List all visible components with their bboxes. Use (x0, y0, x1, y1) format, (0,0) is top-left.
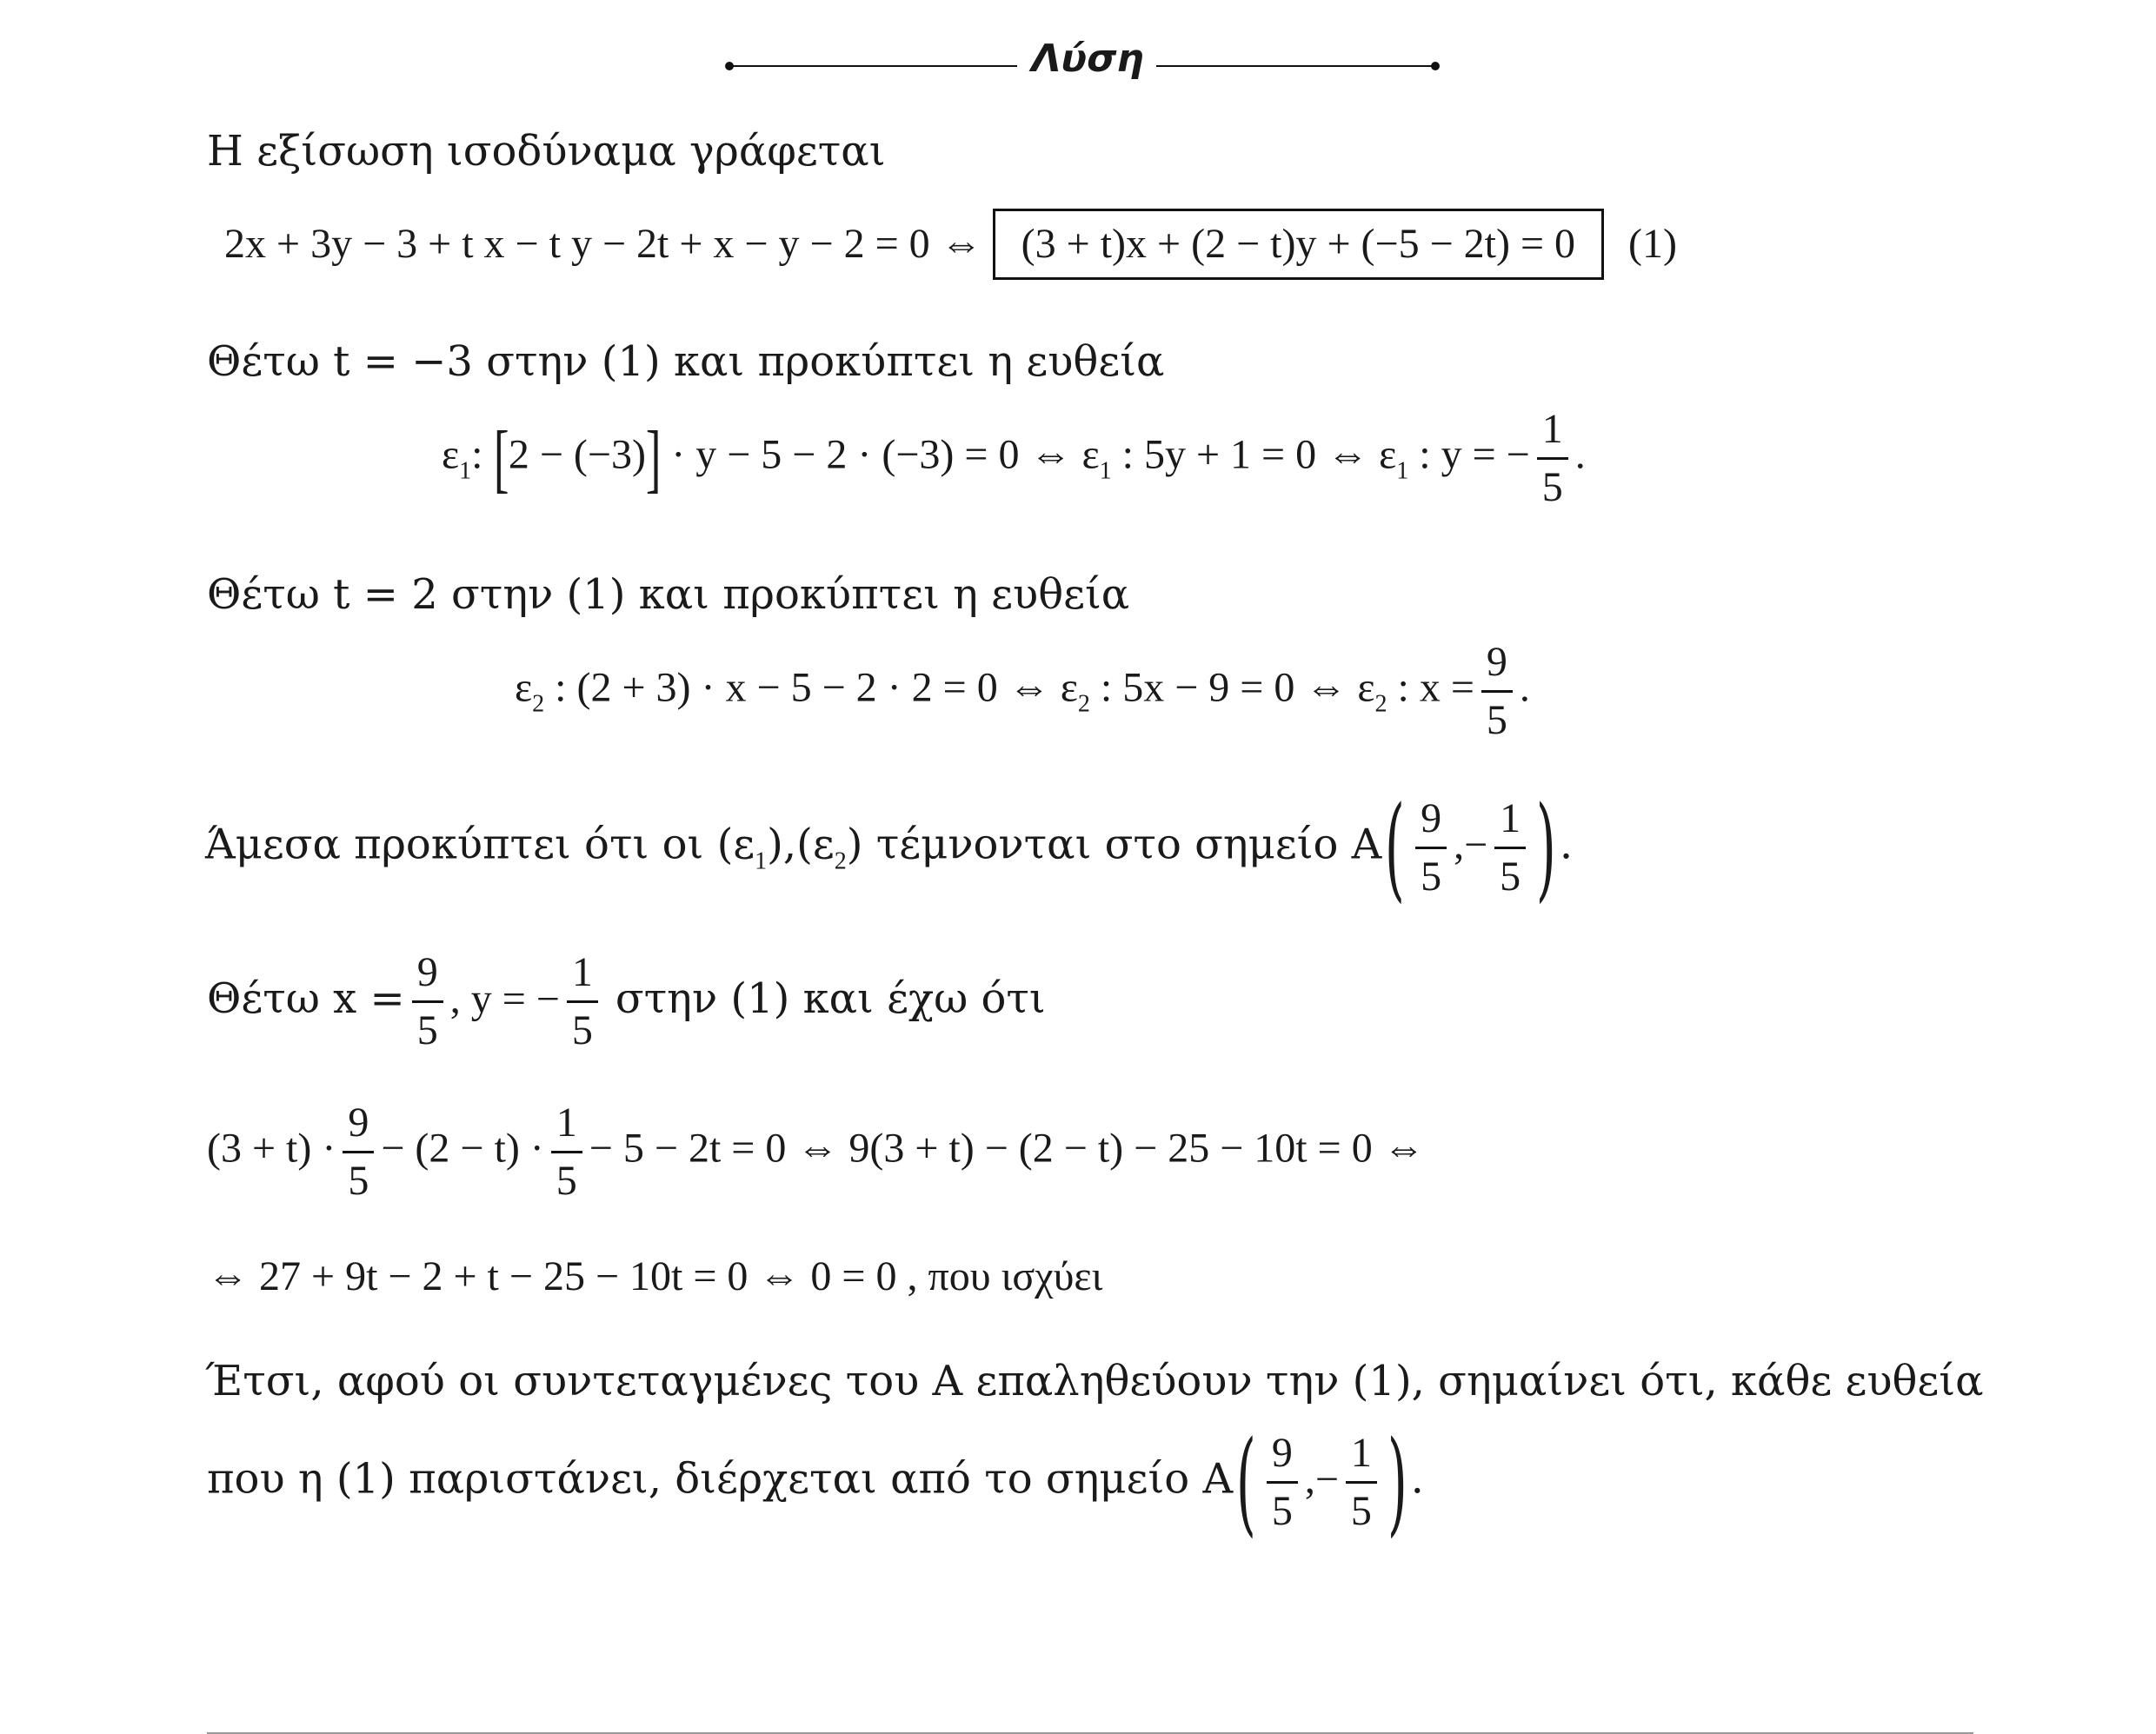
conclusion-separator: ,− (1304, 1456, 1339, 1503)
set-t-2-text: Θέτω t = 2 στην (1) και προκύπτει η ευθεία (207, 570, 1130, 619)
left-paren: ( (1385, 781, 1406, 914)
eps2-subscript-2: 2 (1077, 690, 1090, 718)
left-bracket: [ (493, 415, 509, 501)
line-eps2 (515, 641, 1530, 741)
eps1-rest-2: : 5y + 1 = 0 ⇔ ε (1111, 431, 1397, 478)
fraction-den: 5 (1537, 457, 1568, 508)
set-xy-text-b: , y = − (449, 976, 560, 1022)
solution-heading (722, 35, 1443, 96)
fraction-den: 5 (1415, 847, 1447, 898)
fraction-den: 5 (1494, 847, 1526, 898)
intro-text: Η εξίσωση ισοδύναμα γράφεται (207, 127, 886, 176)
fraction-num: 9 (1421, 794, 1442, 841)
fraction-num: 1 (571, 949, 593, 995)
heading-rule-left (730, 65, 1017, 67)
equation-1-tag: (1) (1628, 221, 1678, 267)
eps1-end: . (1574, 431, 1586, 478)
conclusion-point-x (1267, 1429, 1298, 1534)
eps2-subscript: 2 (532, 690, 545, 718)
heading-rule-right (1156, 65, 1434, 67)
line-eps1 (442, 406, 1586, 510)
eps1-symbol: ε (442, 431, 460, 478)
right-paren: ) (1387, 1416, 1407, 1548)
equation-1 (224, 209, 1677, 280)
equation-1-boxed: (3 + t)x + (2 − t)y + (−5 − 2t) = 0 (993, 209, 1604, 280)
fraction-num: 9 (1486, 639, 1507, 685)
calc-fraction-1 (343, 1102, 374, 1202)
conclusion-end: . (1410, 1454, 1424, 1504)
eps1-bracket-content: 2 − (−3) (508, 431, 646, 478)
point-a-x (1415, 794, 1447, 900)
eps1-subscript-2: 1 (1099, 457, 1112, 485)
fraction-num: 9 (348, 1100, 369, 1146)
set-xy-text-c: στην (1) και έχω ότι (615, 974, 1046, 1023)
conclusion-point-y (1346, 1429, 1377, 1534)
right-paren: ) (1536, 781, 1556, 914)
right-bracket: ] (645, 415, 662, 501)
conclusion-line-1: Έτσι, αφού οι συντεταγμένες του A επαληθεύουν την (1), σημαίνει ότι, κάθε ευθεία (205, 1357, 1984, 1405)
intersect-sub-2: 2 (834, 847, 847, 875)
set-xy-text-a: Θέτω x = (207, 974, 405, 1023)
eps2-rest: : (2 + 3) · x − 5 − 2 · 2 = 0 ⇔ ε (544, 664, 1078, 711)
eps2-symbol: ε (515, 664, 533, 711)
fraction-num: 1 (1541, 406, 1563, 452)
eps2-subscript-3: 2 (1374, 690, 1387, 718)
fraction-num: 1 (1500, 794, 1521, 841)
point-a-separator: ,− (1454, 821, 1488, 868)
intersect-text-b: ),(ε (767, 820, 835, 869)
fraction-num: 1 (1350, 1429, 1372, 1476)
fraction-den: 5 (1346, 1481, 1377, 1532)
eps2-rest-3: : x = (1387, 664, 1474, 711)
calc-text-a: (3 + t) · (207, 1125, 336, 1172)
fraction-den: 5 (1267, 1481, 1298, 1532)
fraction-den: 5 (551, 1151, 582, 1202)
intersection-line (205, 781, 1574, 914)
fraction-nine-fifths (1481, 641, 1513, 741)
set-y-fraction (567, 949, 598, 1053)
equation-1-left: 2x + 3y − 3 + t x − t y − 2t + x − y − 2 = 0 ⇔ (224, 221, 982, 267)
fraction-one-fifth (1537, 406, 1568, 510)
calculation-line-2: ⇔ 27 + 9t − 2 + t − 25 − 10t = 0 ⇔ 0 = 0 , που ισχύει (207, 1253, 1103, 1299)
point-a-end: . (1559, 820, 1574, 869)
left-paren: ( (1236, 1416, 1256, 1548)
set-xy-line (207, 949, 1046, 1053)
eps1-rest-3: : y = − (1408, 431, 1530, 478)
eps1-subscript: 1 (459, 457, 472, 485)
fraction-num: 9 (1271, 1429, 1293, 1476)
fraction-den: 5 (343, 1151, 374, 1202)
conclusion-line-2 (207, 1416, 1424, 1548)
set-x-fraction (412, 949, 443, 1053)
conclusion-text: που η (1) παριστάνει, διέρχεται από το σημείο A (207, 1454, 1234, 1504)
set-t-minus3-text: Θέτω t = −3 στην (1) και προκύπτει η ευθεία (207, 337, 1165, 386)
calc-fraction-2 (551, 1102, 582, 1202)
fraction-den: 5 (412, 1000, 443, 1052)
calculation-line-1 (207, 1102, 1425, 1202)
calc-text-b: − (2 − t) · (381, 1125, 544, 1172)
intersect-text-c: ) τέμνονται στο σημείο A (846, 820, 1382, 869)
eps1-rest: · y − 5 − 2 · (−3) = 0 ⇔ ε (661, 431, 1100, 478)
fraction-den: 5 (1481, 690, 1513, 741)
fraction-num: 9 (416, 949, 438, 995)
eps1-colon: : (471, 431, 494, 478)
calc-text-c: − 5 − 2t = 0 ⇔ 9(3 + t) − (2 − t) − 25 − 10t = 0 ⇔ (589, 1125, 1425, 1172)
eps1-subscript-3: 1 (1396, 457, 1409, 485)
fraction-num: 1 (556, 1100, 577, 1146)
heading-title: Λύση (1031, 37, 1144, 81)
eps2-end: . (1519, 664, 1530, 711)
intersect-sub-1: 1 (755, 847, 768, 875)
point-a-y (1494, 794, 1526, 900)
heading-dot-right (1431, 62, 1440, 70)
eps2-rest-2: : 5x − 9 = 0 ⇔ ε (1089, 664, 1375, 711)
fraction-den: 5 (567, 1000, 598, 1052)
intersect-text-a: Άμεσα προκύπτει ότι οι (ε (205, 820, 755, 869)
